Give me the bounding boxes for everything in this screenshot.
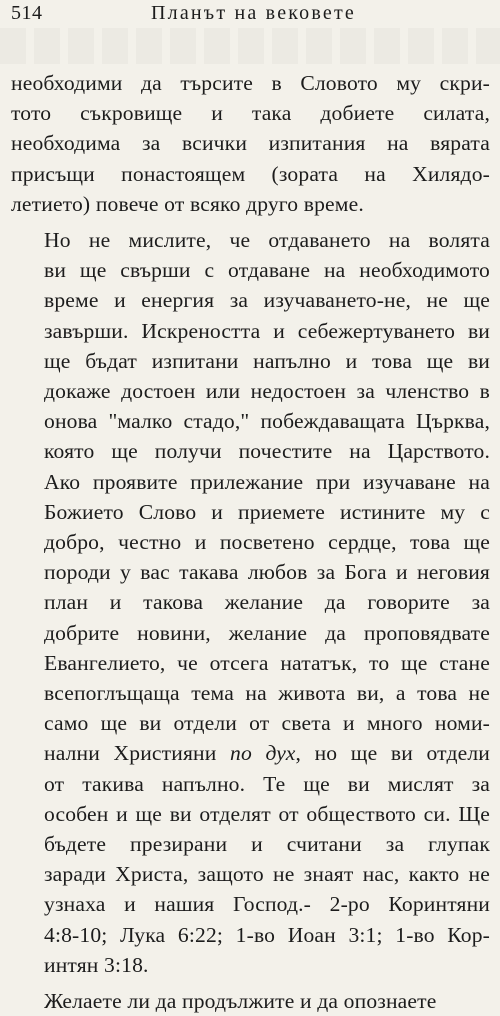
text-line: време и енергия за изучаването-не, не ще [44, 288, 490, 313]
text-line: онова "малко стадо," побеждаващата Църква, [44, 409, 490, 434]
text-line: която ще получи почестите на Царството. [44, 439, 490, 464]
text-line: интян 3:18. [44, 952, 149, 977]
page-number: 514 [11, 2, 43, 24]
paragraph-main [11, 225, 490, 980]
text-line: всепоглъщаща тема на живота ви, а това не [44, 681, 490, 706]
text-line-with-italic: нални Християни по дух, но ще ви отдели [44, 741, 490, 766]
text-line: бъдете презирани и считани за глупак [44, 832, 490, 857]
text-line: летието) повече от всяко друго време. [11, 191, 364, 216]
page-body [11, 68, 490, 1016]
text-line: Евангелието, че отсега нататък, то ще стане [44, 650, 490, 675]
paragraph-next [11, 986, 490, 1016]
text-line: Желаете ли да продължите и да опознаете [44, 989, 437, 1014]
show-through-text [0, 28, 500, 64]
text-line: ще бъдат изпитани напълно и това ще ви [44, 348, 490, 373]
text-line: необходими да търсите в Словото му скри- [11, 71, 490, 95]
text-line: узнаха и нашия Господ.- 2-ро Коринтяни [44, 892, 490, 917]
text-line: 4:8-10; Лука 6:22; 1-во Иоан 3:1; 1-во Кор- [44, 922, 490, 947]
text-line: необходима за всички изпитания на вярата [11, 131, 490, 156]
text-line: добрите новини, желание да проповядвате [44, 620, 490, 645]
text-line: ви ще свърши с отдаване на необходимото [44, 258, 490, 283]
text-line: присъщи понастоящем (зората на Хилядо- [11, 161, 490, 186]
text-line: Божието Слово и приемете истините му с [44, 499, 490, 524]
text-line: от такива напълно. Те ще ви мислят за [44, 771, 490, 796]
text-line: Но не мислите, че отдаването на волята [44, 228, 490, 253]
text-line: тото съкровище и така добиете силата, [11, 101, 490, 126]
text-line: само ще ви отдели от света и много номи- [44, 711, 490, 736]
text-line: план и такова желание да говорите за [44, 590, 490, 615]
text-line: добро, честно и посветено сердце, това ще [44, 530, 490, 555]
paragraph-continued [11, 68, 490, 219]
italic-phrase: по дух [230, 741, 296, 766]
text-line: заради Христа, защото не знаят нас, както не [44, 862, 490, 887]
text-line: докаже достоен или недостоен за членство в [44, 379, 490, 404]
text-line: завърши. Искреността и себежертуването ви [44, 318, 490, 343]
text-line: Ако проявите прилежание при изучаване на [44, 469, 490, 494]
text-line: особен и ще ви отделят от обществото си. Ще [44, 801, 490, 826]
text-line: породи у вас такава любов за Бога и неговия [44, 560, 490, 585]
running-title: Планът на вековете [151, 2, 356, 24]
